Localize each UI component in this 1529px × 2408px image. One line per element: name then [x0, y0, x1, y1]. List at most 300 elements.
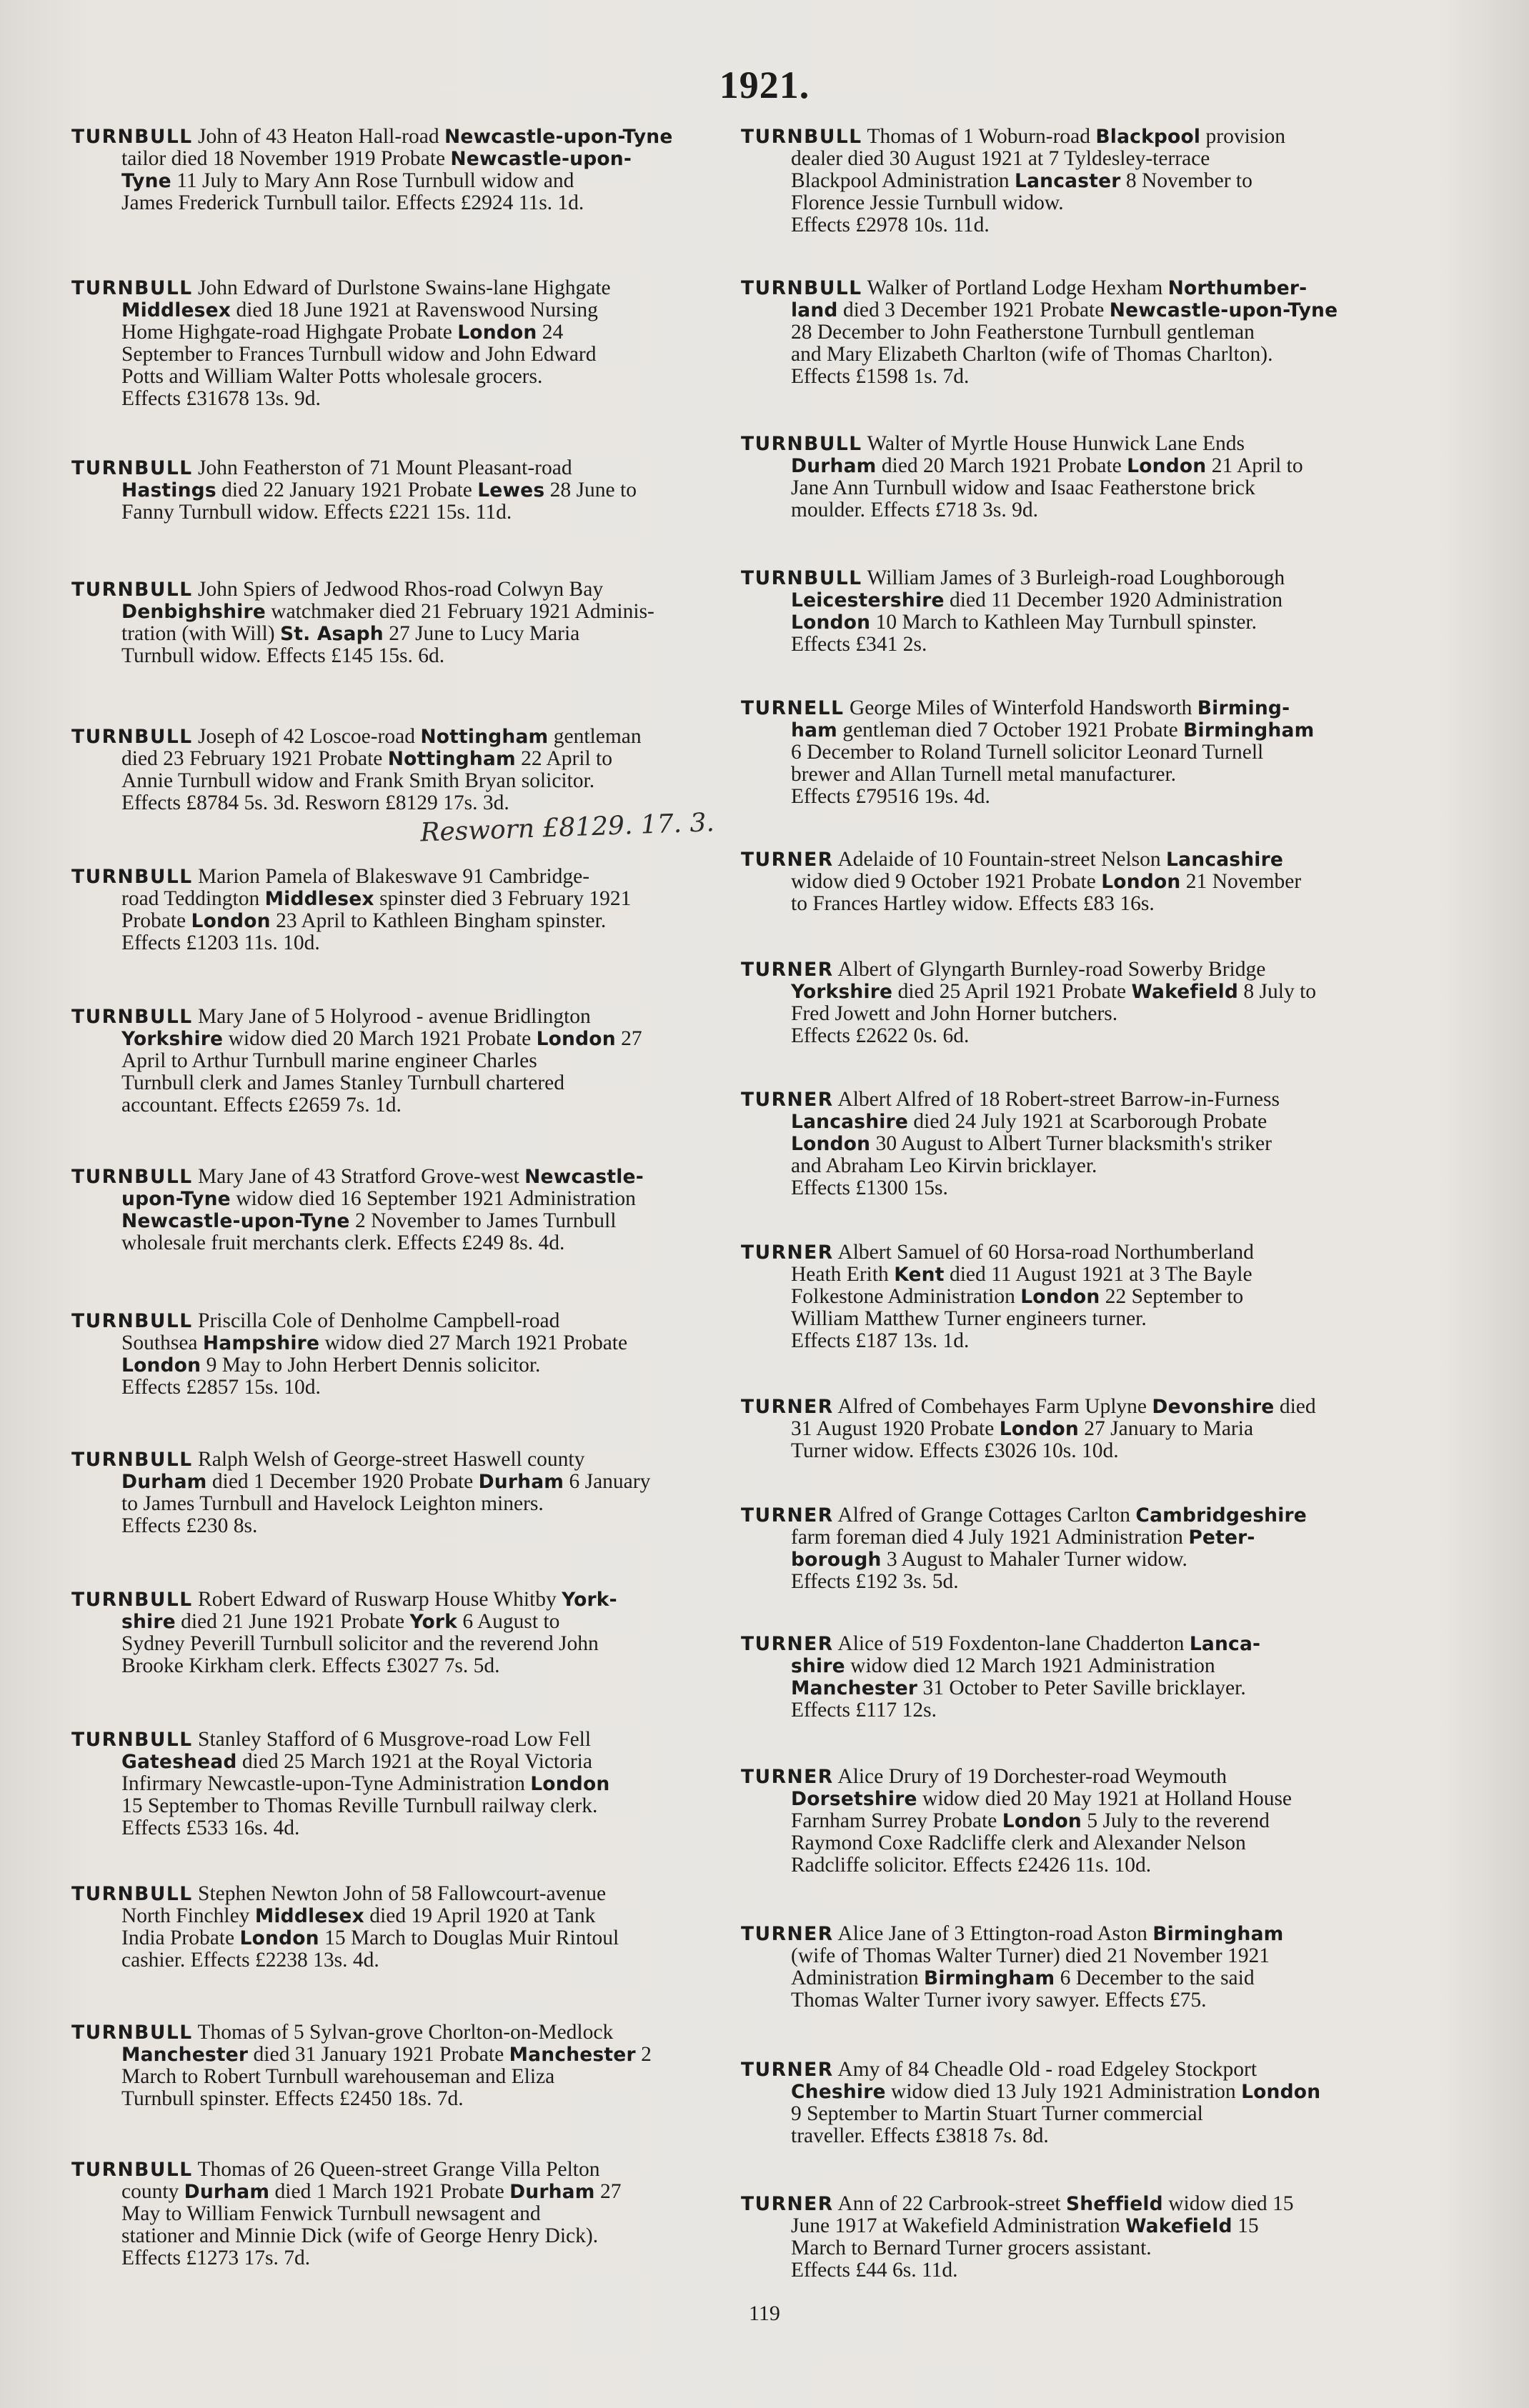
entry-text: June 1917 at Wakefield Administration: [791, 2214, 1126, 2237]
entry-place: Peter-: [1188, 1527, 1255, 1549]
entry-place: London: [457, 321, 537, 344]
entry-line: [71, 457, 714, 479]
entry-text: Effects £192 3s. 5d.: [791, 1570, 959, 1593]
entry-surname: TURNBULL: [71, 579, 193, 601]
entry-text: tration (with Will): [121, 622, 280, 645]
entry-place: ham: [791, 719, 837, 741]
entry-text: widow died 9 October 1921 Probate: [791, 870, 1102, 893]
entry-line: [741, 214, 1384, 236]
entry-line: [71, 1232, 714, 1254]
entry-line: [741, 433, 1384, 455]
entry-text: Effects £533 16s. 4d.: [121, 1817, 300, 1839]
entry-text: John Edward of Durlstone Swains-lane Highgate: [192, 276, 611, 299]
entry-line: [71, 1210, 714, 1232]
entry-text: 8 November to: [1120, 169, 1252, 192]
entry-text: Effects £1598 1s. 7d.: [791, 365, 970, 388]
entry-surname: TURNBULL: [71, 1310, 193, 1332]
entry-place: Cambridgeshire: [1135, 1504, 1307, 1527]
entry-line: [71, 932, 714, 954]
entry-line: [741, 299, 1384, 321]
entry-surname: TURNER: [741, 2193, 834, 2215]
entry-line: [71, 1905, 714, 1927]
entry-text: died 25 March 1921 at the Royal Victoria: [236, 1750, 592, 1773]
entry-place: St. Asaph: [279, 623, 384, 645]
entry-line: [71, 366, 714, 388]
entry-line: [71, 1611, 714, 1633]
entry-line: [71, 1633, 714, 1655]
entry-place: Nottingham: [420, 726, 549, 748]
entry-place: Sheffield: [1065, 2193, 1163, 2215]
entry-text: William James of 3 Burleigh-road Loughborough: [862, 566, 1285, 589]
entry-line: [741, 634, 1384, 656]
entry-line: [71, 192, 714, 214]
entry-place: Kent: [894, 1264, 945, 1286]
entry-text: 9 September to Martin Stuart Turner commercial: [791, 2102, 1203, 2125]
register-entry: [741, 1396, 1384, 1462]
entry-place: Durham: [791, 455, 877, 477]
entry-line: [741, 344, 1384, 366]
entry-text: May to William Fenwick Turnbull newsagent and: [121, 2202, 541, 2225]
entry-text: September to Frances Turnbull widow and John Edward: [121, 343, 597, 366]
entry-place: upon-Tyne: [121, 1188, 231, 1210]
entry-surname: TURNBULL: [741, 126, 862, 148]
entry-place: Middlesex: [121, 299, 231, 321]
entry-line: [741, 126, 1384, 148]
register-entry: [71, 457, 714, 524]
entry-surname: TURNBULL: [71, 1883, 193, 1905]
register-entry: [71, 1589, 714, 1677]
entry-surname: TURNER: [741, 1766, 834, 1788]
entry-place: London: [536, 1028, 616, 1050]
entry-text: Southsea: [121, 1332, 203, 1354]
entry-line: [741, 1418, 1384, 1440]
register-entry: [741, 959, 1384, 1047]
entry-place: Blackpool: [1095, 126, 1201, 148]
entry-text: died 24 July 1921 at Scarborough Probate: [908, 1110, 1267, 1133]
entry-surname: TURNER: [741, 1396, 834, 1418]
entry-line: [71, 1006, 714, 1028]
entry-place: London: [1020, 1286, 1100, 1308]
entry-text: 22 April to: [515, 747, 612, 770]
entry-surname: TURNBULL: [71, 2022, 193, 2044]
entry-place: Yorkshire: [121, 1028, 224, 1050]
register-entry: [741, 1242, 1384, 1352]
entry-line: [71, 1166, 714, 1188]
entry-text: North Finchley: [121, 1904, 255, 1927]
register-entry: [741, 433, 1384, 521]
entry-place: shire: [121, 1611, 176, 1633]
entry-text: Stephen Newton John of 58 Fallowcourt-avenue: [192, 1882, 607, 1905]
entry-text: 27: [594, 2180, 622, 2203]
entry-line: [71, 2044, 714, 2066]
entry-place: Birmingham: [1183, 719, 1315, 741]
entry-line: [71, 126, 714, 148]
entry-line: [71, 2066, 714, 2088]
entry-text: died 3 December 1921 Probate: [837, 299, 1110, 321]
page-number: 119: [749, 2302, 780, 2325]
entry-text: gentleman died 7 October 1921 Probate: [837, 719, 1184, 741]
entry-text: Heath Erith: [791, 1263, 895, 1286]
register-entry: [741, 1633, 1384, 1722]
entry-text: 8 July to: [1238, 980, 1317, 1003]
entry-line: [741, 1330, 1384, 1352]
entry-text: Thomas of 1 Woburn-road: [862, 125, 1096, 148]
entry-line: [741, 455, 1384, 477]
entry-place: Middlesex: [254, 1905, 364, 1927]
entry-text: Alice Drury of 19 Dorchester-road Weymouth: [833, 1765, 1227, 1788]
entry-text: 3 August to Mahaler Turner widow.: [881, 1548, 1187, 1571]
entry-line: [741, 741, 1384, 764]
entry-place: London: [999, 1418, 1079, 1440]
entry-place: Devonshire: [1152, 1396, 1275, 1418]
entry-text: 21 November: [1180, 870, 1302, 893]
entry-text: stationer and Minnie Dick (wife of George Henry Dick).: [121, 2224, 599, 2247]
entry-line: [71, 1449, 714, 1471]
entry-text: Fred Jowett and John Horner butchers.: [791, 1002, 1118, 1025]
entry-text: Joseph of 42 Loscoe-road: [192, 725, 421, 748]
entry-text: spinster died 3 February 1921: [374, 887, 632, 910]
register-entry: [71, 866, 714, 954]
entry-line: [71, 1773, 714, 1795]
entry-text: Effects £31678 13s. 9d.: [121, 387, 321, 410]
entry-text: March to Robert Turnbull warehouseman and Eliza: [121, 2065, 555, 2088]
entry-place: York-: [562, 1589, 617, 1611]
entry-text: Ralph Welsh of George-street Haswell county: [192, 1448, 585, 1471]
entry-text: died: [1274, 1395, 1316, 1418]
entry-line: [741, 148, 1384, 170]
entry-surname: TURNER: [741, 2059, 834, 2081]
entry-text: 22 September to: [1100, 1285, 1244, 1308]
entry-surname: TURNBULL: [71, 1006, 193, 1028]
entry-line: [71, 1493, 714, 1515]
entry-line: [71, 888, 714, 910]
entry-surname: TURNBULL: [71, 1589, 193, 1611]
entry-line: [71, 623, 714, 645]
register-entry: [71, 1006, 714, 1116]
entry-surname: TURNBULL: [71, 726, 193, 748]
entry-line: [71, 2203, 714, 2225]
entry-surname: TURNER: [741, 849, 834, 871]
entry-text: Mary Jane of 43 Stratford Grove-west: [192, 1165, 525, 1188]
entry-text: 2 November to James Turnbull: [349, 1209, 617, 1232]
entry-place: Lancashire: [791, 1111, 908, 1133]
register-entry: [71, 1449, 714, 1537]
entry-line: [71, 1751, 714, 1773]
entry-text: and Mary Elizabeth Charlton (wife of Thomas Charlton).: [791, 343, 1273, 366]
entry-line: [741, 849, 1384, 871]
entry-place: York: [409, 1611, 457, 1633]
entry-line: [741, 1571, 1384, 1593]
entry-line: [71, 1949, 714, 1972]
entry-text: 31 October to Peter Saville bricklayer.: [917, 1677, 1246, 1699]
entry-place: London: [791, 1133, 871, 1155]
entry-line: [741, 477, 1384, 499]
entry-place: Birmingham: [924, 1967, 1055, 1989]
entry-place: Durham: [509, 2181, 595, 2203]
entry-text: died 11 August 1921 at 3 The Bayle: [944, 1263, 1252, 1286]
entry-text: died 21 June 1921 Probate: [175, 1610, 410, 1633]
register-entry: [741, 849, 1384, 915]
entry-text: Albert Samuel of 60 Horsa-road Northumberland: [833, 1241, 1254, 1264]
entry-text: Effects £341 2s.: [791, 633, 927, 656]
entry-text: Turnbull widow. Effects £145 15s. 6d.: [121, 644, 445, 667]
entry-line: [71, 1883, 714, 1905]
entry-surname: TURNBULL: [741, 277, 862, 299]
entry-text: April to Arthur Turnbull marine engineer Charles: [121, 1049, 537, 1072]
register-entry: [71, 1883, 714, 1972]
entry-text: died 11 December 1920 Administration: [944, 589, 1283, 611]
entry-surname: TURNER: [741, 1089, 834, 1111]
entry-line: [741, 2059, 1384, 2081]
entry-line: [741, 1527, 1384, 1549]
entry-place: Newcastle-: [524, 1166, 644, 1188]
entry-line: [71, 1655, 714, 1677]
entry-text: Radcliffe solicitor. Effects £2426 11s. 10d.: [791, 1854, 1152, 1877]
entry-line: [741, 1177, 1384, 1199]
entry-line: [741, 567, 1384, 589]
entry-text: (wife of Thomas Walter Turner) died 21 November 1921: [791, 1944, 1270, 1967]
entry-place: London: [1002, 1810, 1082, 1832]
entry-place: Wakefield: [1131, 981, 1239, 1003]
entry-text: died 22 January 1921 Probate: [216, 479, 478, 501]
entry-text: gentleman: [548, 725, 642, 748]
entry-text: Effects £44 6s. 11d.: [791, 2259, 958, 2282]
entry-text: March to Bernard Turner grocers assistant.: [791, 2237, 1152, 2259]
entry-place: Cheshire: [791, 2081, 886, 2103]
entry-text: Annie Turnbull widow and Frank Smith Bryan solicitor.: [121, 769, 595, 792]
entry-text: died 31 January 1921 Probate: [248, 2043, 509, 2066]
entry-line: [741, 499, 1384, 521]
entry-text: 27 June to Lucy Maria: [383, 622, 580, 645]
entry-text: tailor died 18 November 1919 Probate: [121, 147, 451, 170]
entry-line: [741, 1832, 1384, 1854]
entry-text: 15 March to Douglas Muir Rintoul: [319, 1927, 619, 1949]
entry-line: [741, 1286, 1384, 1308]
entry-text: Administration: [791, 1967, 925, 1989]
entry-text: Infirmary Newcastle-upon-Tyne Administration: [121, 1772, 531, 1795]
entry-text: Folkestone Administration: [791, 1285, 1021, 1308]
entry-line: [71, 1589, 714, 1611]
entry-text: watchmaker died 21 February 1921 Adminis-: [265, 600, 654, 623]
entry-line: [741, 981, 1384, 1003]
entry-text: John of 43 Heaton Hall-road: [192, 125, 444, 148]
entry-text: Thomas of 5 Sylvan-grove Chorlton-on-Medlock: [192, 2021, 614, 2044]
register-entry: [741, 2193, 1384, 2282]
entry-place: Manchester: [509, 2044, 636, 2066]
entry-place: Northumber-: [1167, 277, 1308, 299]
entry-text: Effects £8784 5s. 3d. Resworn £8129 17s. 3d.: [121, 791, 509, 814]
entry-line: [71, 645, 714, 667]
entry-surname: TURNER: [741, 1633, 834, 1655]
entry-line: [71, 1332, 714, 1354]
entry-line: [741, 697, 1384, 719]
register-entry: [71, 1310, 714, 1399]
entry-text: 28 December to John Featherstone Turnbull gentleman: [791, 321, 1255, 344]
entry-line: [71, 299, 714, 321]
entry-text: Albert Alfred of 18 Robert-street Barrow-in-Furness: [833, 1088, 1280, 1111]
entry-line: [741, 1440, 1384, 1462]
handwritten-resworn-annotation: Resworn £8129. 17. 3.: [419, 808, 715, 848]
entry-text: Blackpool Administration: [791, 169, 1015, 192]
entry-text: to Frances Hartley widow. Effects £83 16s.: [791, 892, 1155, 915]
entry-line: [71, 1050, 714, 1072]
entry-place: Middlesex: [264, 888, 374, 910]
entry-line: [741, 1396, 1384, 1418]
entry-text: widow died 20 March 1921 Probate: [223, 1027, 537, 1050]
entry-place: Lewes: [477, 479, 545, 501]
entry-text: Effects £230 8s.: [121, 1514, 258, 1537]
entry-line: [71, 601, 714, 623]
register-entry: [741, 567, 1384, 656]
entry-text: Florence Jessie Turnbull widow.: [791, 191, 1064, 214]
entry-place: Lancashire: [1166, 849, 1284, 871]
entry-line: [741, 1633, 1384, 1655]
entry-line: [741, 2259, 1384, 2282]
entry-line: [71, 726, 714, 748]
register-entry: [71, 277, 714, 410]
entry-text: Albert of Glyngarth Burnley-road Sowerby Bridge: [833, 958, 1266, 981]
entry-text: widow died 20 May 1921 at Holland House: [917, 1787, 1293, 1810]
entry-text: Effects £187 13s. 1d.: [791, 1329, 970, 1352]
entry-line: [741, 1025, 1384, 1047]
entry-line: [741, 589, 1384, 611]
entry-surname: TURNBULL: [741, 567, 862, 589]
entry-place: Manchester: [791, 1677, 918, 1699]
entry-text: Marion Pamela of Blakeswave 91 Cambridge-: [192, 865, 590, 888]
entry-line: [741, 1089, 1384, 1111]
entry-surname: TURNER: [741, 1923, 834, 1945]
entry-text: Alice Jane of 3 Ettington-road Aston: [833, 1922, 1153, 1945]
entry-line: [71, 277, 714, 299]
entry-text: cashier. Effects £2238 13s. 4d.: [121, 1949, 379, 1972]
register-entry: [71, 2022, 714, 2110]
page-year-heading: 1921.: [719, 64, 810, 106]
entry-line: [741, 1788, 1384, 1810]
entry-line: [71, 1310, 714, 1332]
entry-surname: TURNER: [741, 1242, 834, 1264]
entry-place: Tyne: [121, 170, 171, 192]
entry-text: 23 April to Kathleen Bingham spinster.: [270, 909, 607, 932]
entry-text: John Featherston of 71 Mount Pleasant-road: [192, 456, 572, 479]
entry-text: 9 May to John Herbert Dennis solicitor.: [201, 1354, 541, 1377]
entry-text: Probate: [121, 909, 191, 932]
entry-text: Priscilla Cole of Denholme Campbell-road: [192, 1309, 560, 1332]
entry-text: 2: [635, 2043, 652, 2066]
entry-line: [741, 1111, 1384, 1133]
entry-place: Newcastle-upon-: [450, 148, 632, 170]
entry-place: London: [1101, 871, 1181, 893]
register-entry: [71, 1729, 714, 1839]
entry-text: Effects £1300 15s.: [791, 1176, 948, 1199]
entry-line: [71, 579, 714, 601]
entry-line: [741, 1504, 1384, 1527]
entry-line: [741, 871, 1384, 893]
entry-line: [741, 192, 1384, 214]
entry-place: Lanca-: [1189, 1633, 1261, 1655]
entry-text: Potts and William Walter Potts wholesale grocers.: [121, 365, 543, 388]
entry-place: London: [791, 611, 871, 634]
entry-text: provision: [1200, 125, 1285, 148]
entry-text: 27: [615, 1027, 642, 1050]
entry-surname: TURNBULL: [71, 1449, 193, 1471]
entry-text: widow died 12 March 1921 Administration: [845, 1654, 1215, 1677]
entry-text: Raymond Coxe Radcliffe clerk and Alexander Nelson: [791, 1832, 1246, 1854]
register-entry: [741, 1504, 1384, 1593]
entry-text: dealer died 30 August 1921 at 7 Tyldesley-terrace: [791, 147, 1210, 170]
entry-line: [71, 2022, 714, 2044]
entry-line: [71, 170, 714, 192]
entry-line: [741, 786, 1384, 808]
entry-line: [741, 366, 1384, 388]
entry-line: [741, 1308, 1384, 1330]
entry-line: [741, 719, 1384, 741]
entry-text: 10 March to Kathleen May Turnbull spinster.: [870, 611, 1257, 634]
entry-text: died 1 March 1921 Probate: [269, 2180, 510, 2203]
entry-text: Alfred of Combehayes Farm Uplyne: [833, 1395, 1152, 1418]
entry-line: [71, 344, 714, 366]
entry-text: 31 August 1920 Probate: [791, 1417, 1000, 1440]
entry-surname: TURNER: [741, 959, 834, 981]
entry-text: widow died 16 September 1921 Administration: [230, 1187, 636, 1210]
entry-text: road Teddington: [121, 887, 265, 910]
register-entry: [71, 2159, 714, 2269]
entry-line: [71, 1072, 714, 1094]
entry-text: widow died 13 July 1921 Administration: [885, 2080, 1242, 2103]
entry-line: [71, 748, 714, 770]
entry-line: [741, 611, 1384, 634]
entry-place: London: [121, 1354, 201, 1377]
entry-place: London: [1241, 2081, 1321, 2103]
entry-surname: TURNBULL: [71, 2159, 193, 2181]
entry-place: Newcastle-upon-Tyne: [1109, 299, 1338, 321]
entry-place: Dorsetshire: [791, 1788, 917, 1810]
entry-place: Birming-: [1197, 697, 1290, 719]
entry-text: county: [121, 2180, 184, 2203]
entry-text: James Frederick Turnbull tailor. Effects £2924 11s. 1d.: [121, 191, 584, 214]
entry-text: died 20 March 1921 Probate: [876, 454, 1127, 477]
entry-text: wholesale fruit merchants clerk. Effects £249 8s. 4d.: [121, 1232, 565, 1254]
entry-text: John Spiers of Jedwood Rhos-road Colwyn Bay: [192, 578, 604, 601]
entry-place: Newcastle-upon-Tyne: [121, 1210, 350, 1232]
register-entry: [71, 1166, 714, 1254]
entry-place: Newcastle-upon-Tyne: [444, 126, 673, 148]
entry-line: [741, 1967, 1384, 1989]
entry-text: traveller. Effects £3818 7s. 8d.: [791, 2124, 1049, 2147]
entry-line: [741, 1677, 1384, 1699]
entry-line: [71, 2159, 714, 2181]
entry-text: Mary Jane of 5 Holyrood - avenue Bridlington: [192, 1005, 591, 1028]
entry-line: [71, 1927, 714, 1949]
entry-line: [741, 764, 1384, 786]
entry-line: [741, 893, 1384, 915]
entry-text: 30 August to Albert Turner blacksmith's striker: [870, 1132, 1272, 1155]
entry-text: died 1 December 1920 Probate: [206, 1470, 479, 1493]
entry-place: London: [1127, 455, 1207, 477]
register-entry: [741, 1923, 1384, 2012]
register-entry: [741, 697, 1384, 808]
entry-text: died 18 June 1921 at Ravenswood Nursing: [231, 299, 598, 321]
entry-line: [741, 2103, 1384, 2125]
entry-text: Alice of 519 Foxdenton-lane Chadderton: [833, 1632, 1190, 1655]
entry-text: Walter of Myrtle House Hunwick Lane Ends: [862, 432, 1245, 455]
entry-line: [71, 1094, 714, 1116]
entry-line: [71, 1515, 714, 1537]
entry-line: [71, 1354, 714, 1377]
entry-place: Birmingham: [1152, 1923, 1284, 1945]
register-entry: [71, 579, 714, 667]
entry-place: Durham: [478, 1471, 564, 1493]
entry-line: [741, 2193, 1384, 2215]
